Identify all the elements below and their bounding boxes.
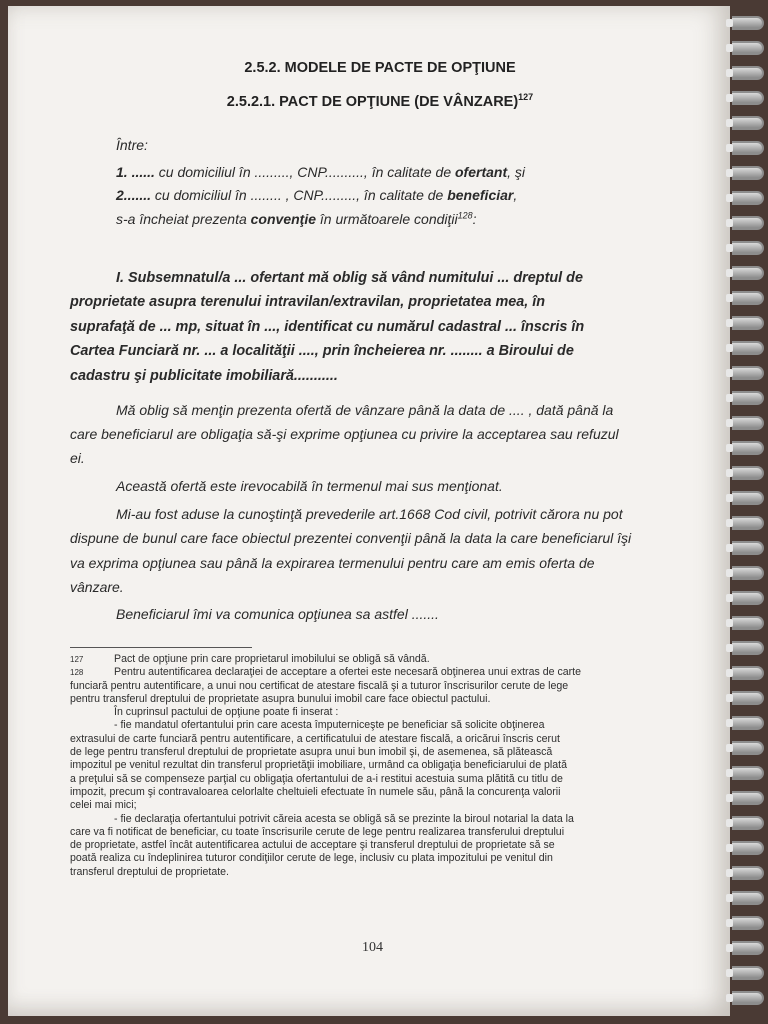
- spiral-coil: [732, 691, 764, 705]
- spiral-coil: [732, 41, 764, 55]
- spiral-coil: [732, 191, 764, 205]
- spiral-coil: [732, 816, 764, 830]
- spiral-coil: [732, 741, 764, 755]
- spiral-coil: [732, 166, 764, 180]
- footnotes: [70, 653, 684, 879]
- spiral-coil: [732, 916, 764, 930]
- spiral-coil: [732, 441, 764, 455]
- spiral-coil: [732, 366, 764, 380]
- footnote-ref-128[interactable]: 128: [457, 210, 473, 221]
- spiral-coil: [732, 991, 764, 1005]
- paragraph-irrevocable: Această ofertă este irevocabilă în termenul mai sus menţionat.: [116, 478, 503, 494]
- spiral-coil: [732, 866, 764, 880]
- concluded-line: s-a încheiat prezenta convenţie în următoarele condiţii$^{128}$:: [116, 210, 477, 227]
- spiral-coil: [732, 266, 764, 280]
- spiral-coil: [732, 391, 764, 405]
- paragraph-beneficiary: Beneficiarul îmi va comunica opţiunea sa astfel .......: [116, 606, 439, 622]
- spiral-coil: [732, 891, 764, 905]
- spiral-coil: [732, 966, 764, 980]
- spiral-binding: [728, 16, 768, 1016]
- footnote-127: 127 Pact de opţiune prin care proprietarul imobilului se obligă să vândă.: [70, 653, 430, 665]
- party-2-line: 2....... cu domiciliul în ........ , CNP........., în calitate de beneficiar,: [116, 187, 518, 204]
- spiral-coil: [732, 516, 764, 530]
- section-title: 2.5.2. MODELE DE PACTE DE OPŢIUNE: [244, 60, 516, 76]
- spiral-coil: [732, 341, 764, 355]
- spiral-coil: [732, 216, 764, 230]
- spiral-coil: [732, 591, 764, 605]
- spiral-coil: [732, 716, 764, 730]
- page-number: 104: [362, 940, 383, 955]
- spiral-coil: [732, 766, 764, 780]
- spiral-coil: [732, 541, 764, 555]
- spiral-coil: [732, 466, 764, 480]
- intro-line: Între:: [116, 137, 148, 153]
- spiral-coil: [732, 141, 764, 155]
- spiral-coil: [732, 116, 764, 130]
- footnote-ref-127[interactable]: 127: [518, 92, 534, 103]
- footnote-128: 128 Pentru autentificarea declaraţiei de acceptare a ofertei este necesară obţinerea unui extras de carte funciară pentru autentificare, a unui nou certificat de atestare fiscală şi a tuturor înscrisurilor cerute de lege pentru transferul dreptului de proprietate asupra bunului imobil care face obiectul pactului. În cuprinsul pactului de opţiune poate fi inserat : - fie mandatul ofertantului prin care acesta împuterniceşte pe beneficiar să solicite obţinerea extrasului de carte funciară pentru autentificare, a certificatului de atestare fiscală, a oricărui înscris cerut de lege pentru transferul dreptului de proprietate asupra unui bun imobil şi, de asemenea, să plătească impozitul pe venitul rezultat din transferul proprietăţii imobiliare, urmând ca obligaţia beneficiarului de plată a preţului să se compenseze parţial cu obligaţia ofertantului de a-i restitui acestuia suma plătită cu titlu de impozit, precum şi contravaloarea celorlalte cheltuieli efectuate în numele său, până la concurenţa valorii celei mai mici; - fie declaraţia ofertantului potrivit căreia acesta se obligă să se prezinte la biroul notarial la data la care va fi notificat de beneficiar, cu toate înscrisurile cerute de lege pentru realizarea transferului dreptului de proprietate, astfel încât autentificarea actului de acceptare şi transferul dreptului de proprietate să se poată realiza cu îndeplinirea tuturor condiţiilor cerute de lege, inclusiv cu plata impozitului pe venitul din transferul dreptului de proprietate.: [70, 666, 581, 878]
- spiral-coil: [732, 16, 764, 30]
- spiral-coil: [732, 666, 764, 680]
- clause-one: I. Subsemnatul/a ... ofertant mă oblig să vând numitului ... dreptul de proprietate asupra terenului intravilan/extravilan, proprietatea mea, în suprafaţă de ... mp, situat în ..., identificat cu numărul cadastral ... înscris în Cartea Funciară nr. ... a localităţii ...., prin încheierea nr. ........ a Biroului de cadastru şi publicitate imobiliară...........: [70, 270, 585, 384]
- spiral-coil: [732, 566, 764, 580]
- spiral-coil: [732, 416, 764, 430]
- paragraph-offer-validity: Mă oblig să menţin prezenta ofertă de vânzare până la data de .... , dată până la care beneficiarul are obligaţia să-şi exprime opţiunea cu privire la acceptarea sau refuzul ei.: [70, 402, 619, 467]
- subsection-title: 2.5.2.1. PACT DE OPŢIUNE (DE VÂNZARE)$^{127}$: [226, 92, 534, 110]
- spiral-coil: [732, 791, 764, 805]
- spiral-coil: [732, 291, 764, 305]
- spiral-coil: [732, 241, 764, 255]
- footnote-divider: [70, 647, 252, 648]
- spiral-coil: [732, 316, 764, 330]
- paragraph-civil-code: Mi-au fost aduse la cunoştinţă prevederile art.1668 Cod civil, potrivit cărora nu pot dispune de bunul care face obiectul prezentei convenţii până la data la care beneficiarul îşi va exprima opţiunea sau până la expirarea termenului pentru care am emis oferta de vânzare.: [70, 506, 632, 596]
- spiral-coil: [732, 841, 764, 855]
- spiral-coil: [732, 616, 764, 630]
- spiral-coil: [732, 491, 764, 505]
- spiral-coil: [732, 641, 764, 655]
- party-1-line: 1. ...... cu domiciliul în ........., CNP.........., în calitate de ofertant, şi: [116, 163, 526, 180]
- parties-block: [70, 134, 682, 231]
